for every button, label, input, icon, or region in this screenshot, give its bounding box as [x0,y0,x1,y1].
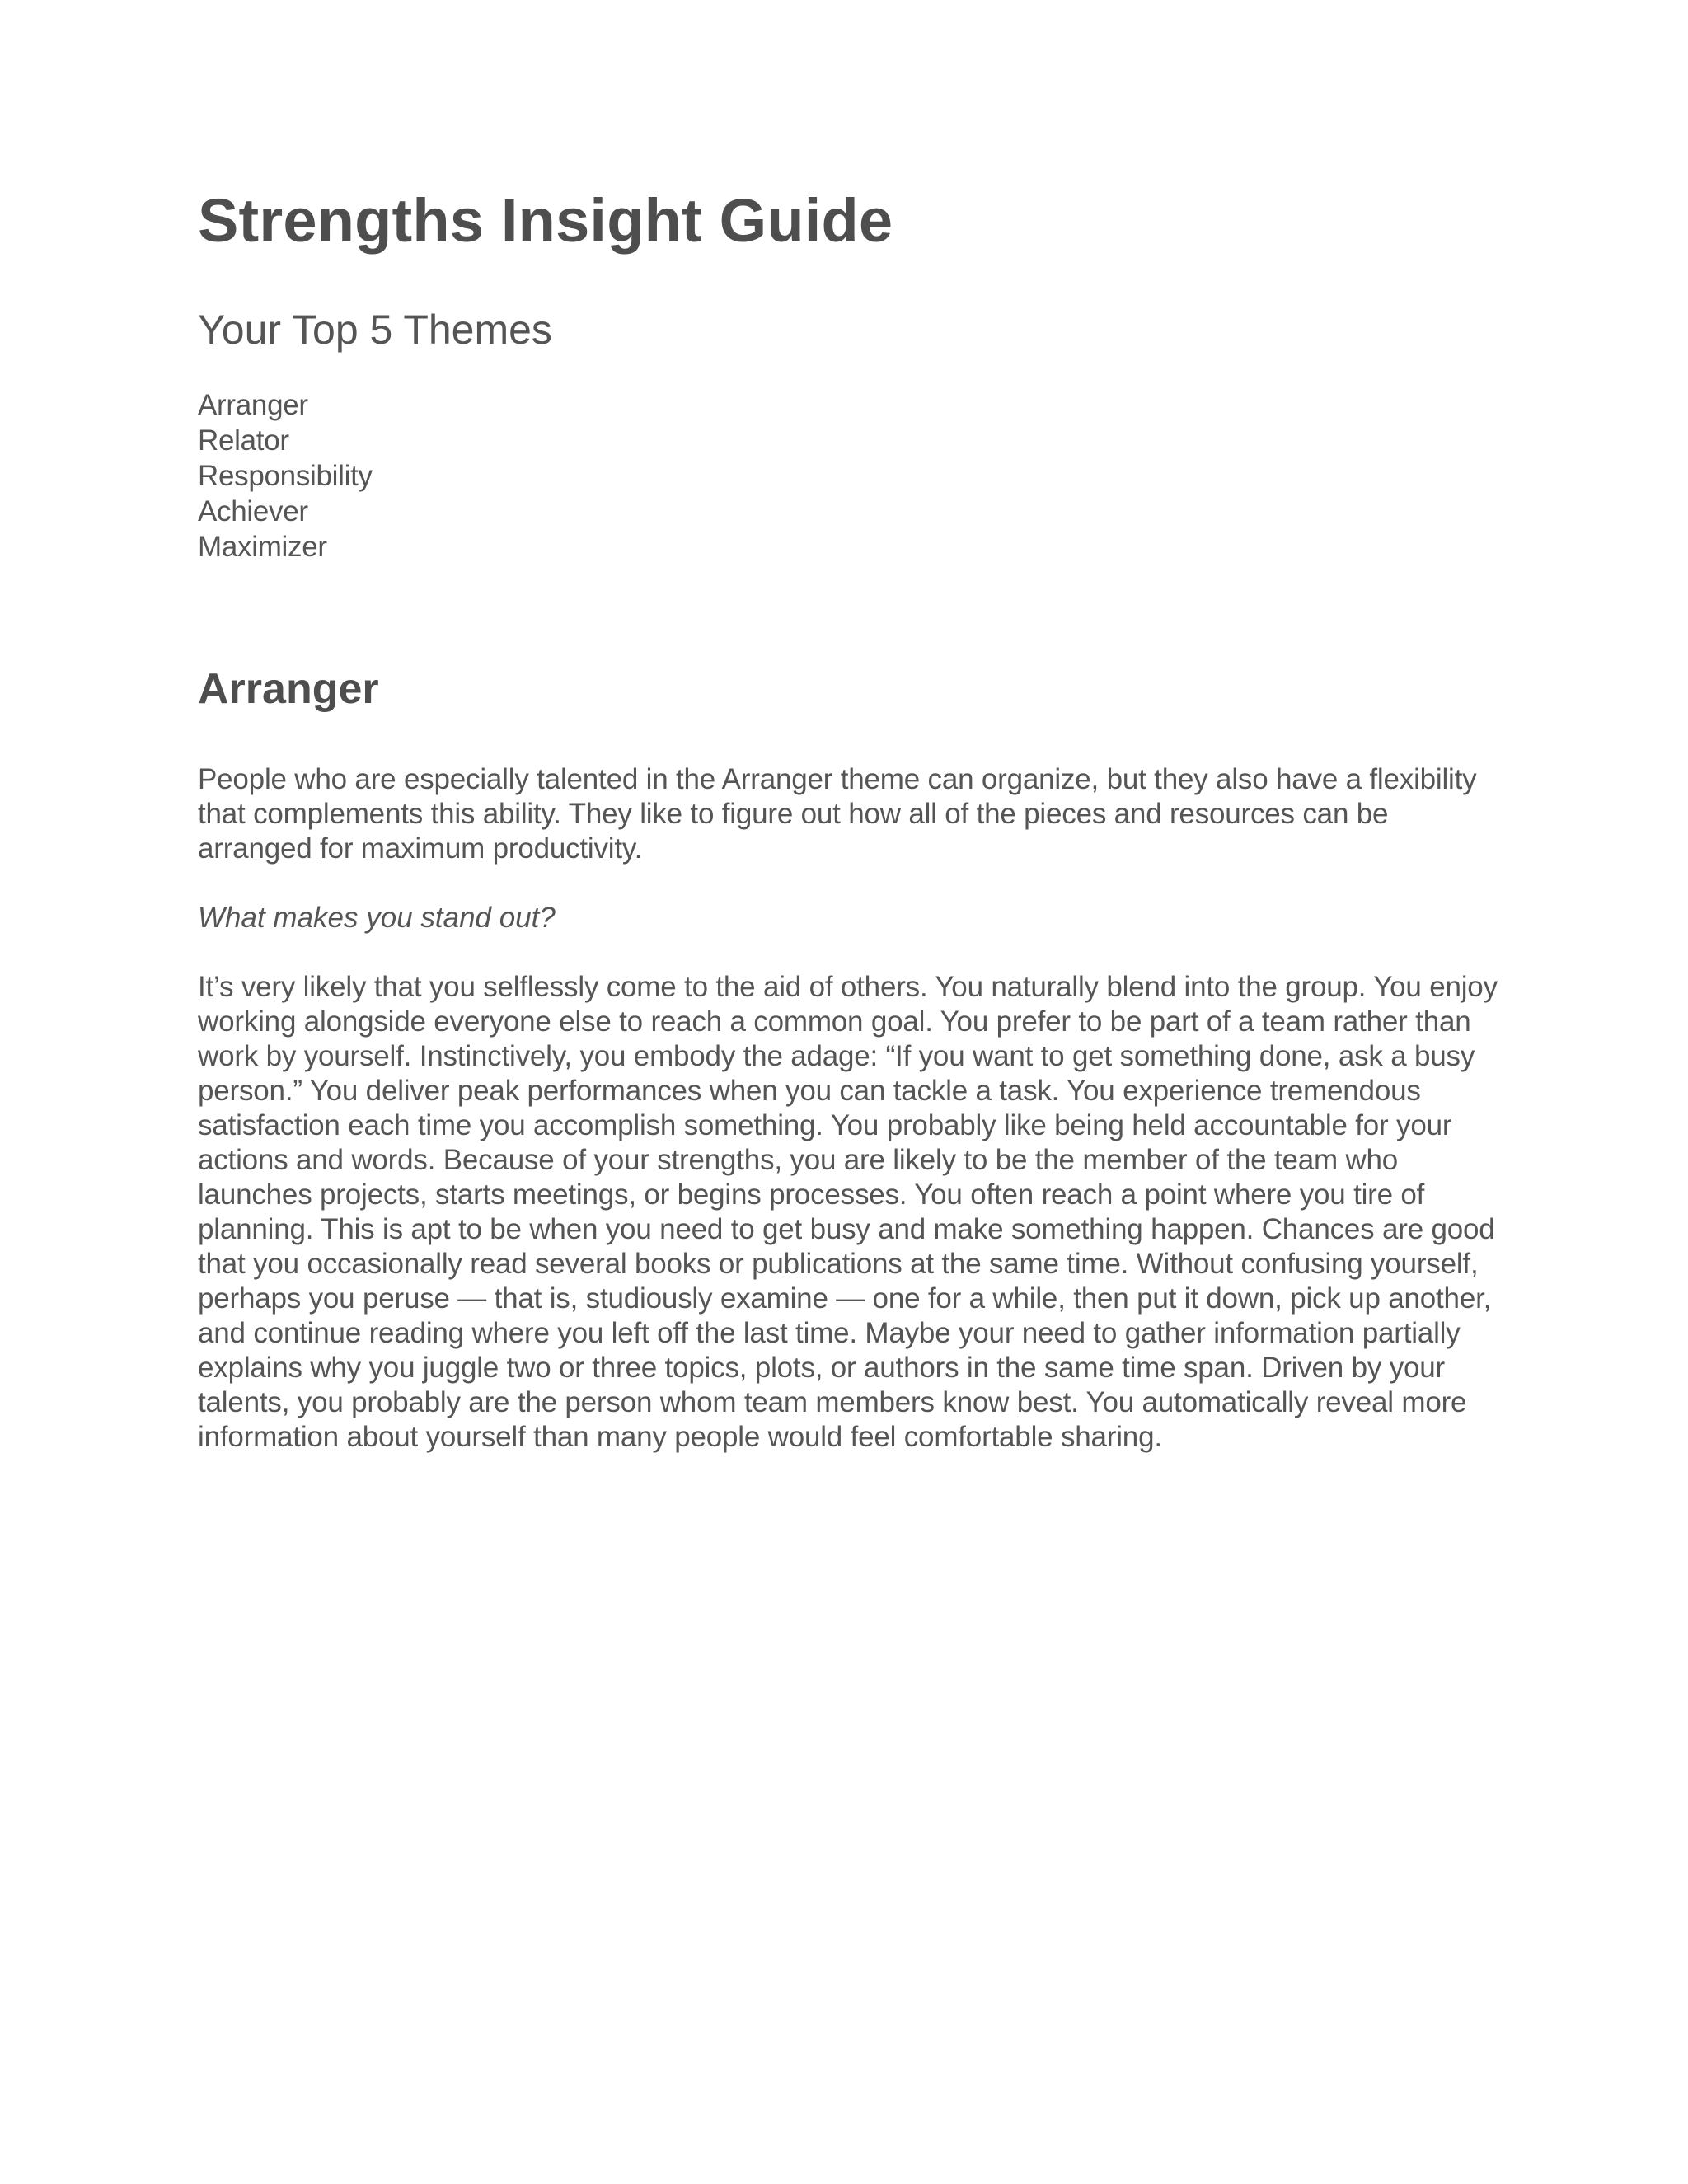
section-question: What makes you stand out? [198,902,556,935]
top-themes-list [198,387,1500,565]
theme-item: Arranger [198,389,308,422]
theme-item: Maximizer [198,531,327,564]
section-title: Arranger [198,665,379,714]
top-themes-heading: Your Top 5 Themes [198,307,552,354]
theme-item: Responsibility [198,460,373,493]
theme-item: Achiever [198,495,308,528]
section-intro: People who are especially talented in the Arranger theme can organize, but they also have a flexibility that complements this ability. They like to figure out how all of the pieces and resources can be arranged for maximum productivity. [198,763,1477,865]
document-title: Strengths Insight Guide [198,186,893,255]
section-body: It’s very likely that you selflessly come to the aid of others. You naturally blend into the group. You enjoy working alongside everyone else to reach a common goal. You prefer to be part of a team rather than work by yourself. Instinctively, you embody the adage: “If you want to get something done, ask a busy person.” You deliver peak performances when you can tackle a task. You experience tremendous satisfaction each time you accomplish something. You probably like being held accountable for your actions and words. Because of your strengths, you are likely to be the member of the team who launches projects, starts meetings, or begins processes. You often reach a point where you tire of planning. This is apt to be when you need to get busy and make something happen. Chances are good that you occasionally read several books or publications at the same time. Without confusing yourself, perhaps you peruse — that is, studiously examine — one for a while, then put it down, pick up another, and continue reading where you left off the last time. Maybe your need to gather information partially explains why you juggle two or three topics, plots, or authors in the same time span. Driven by your talents, you probably are the person whom team members know best. You automatically reveal more information about yourself than many people would feel comfortable sharing. [198,971,1498,1454]
document-page [198,185,1500,1455]
theme-item: Relator [198,424,289,457]
